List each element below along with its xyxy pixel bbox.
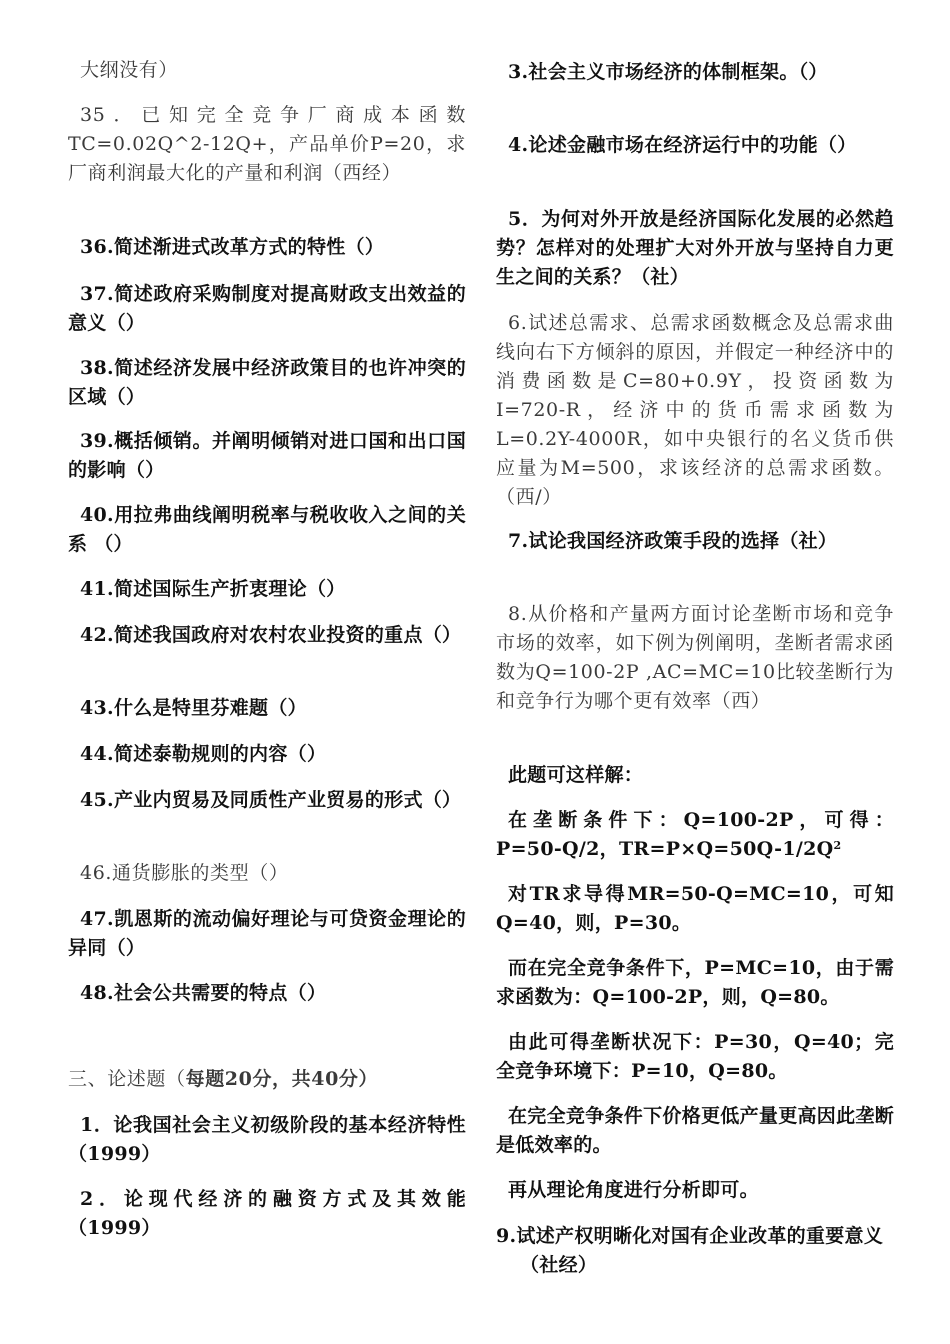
solution-step-3: 而在完全竞争条件下，P=MC=10，由于需求函数为：Q=100-2P，则，Q=80。 bbox=[496, 957, 894, 1008]
essay-question-7: 7.试论我国经济政策手段的选择（社） bbox=[508, 530, 838, 552]
question-41: 41.简述国际生产折衷理论（） bbox=[80, 578, 346, 600]
question-37: 37.简述政府采购制度对提高财政支出效益的意义（） bbox=[68, 283, 466, 334]
solution-step-2: 对TR求导得MR=50-Q=MC=10，可知Q=40，则，P=30。 bbox=[496, 883, 894, 934]
question-44: 44.简述泰勒规则的内容（） bbox=[80, 743, 327, 765]
solution-intro: 此题可这样解： bbox=[508, 764, 644, 786]
section-heading: 三、论述题（每题20分，共40分） bbox=[68, 1068, 379, 1090]
essay-question-2: 2．论现代经济的融资方式及其效能（1999） bbox=[68, 1188, 466, 1239]
solution-step-1: 在垄断条件下：Q=100-2P，可得：P=50-Q/2，$TR=P\times Q=50Q-1/2Q^2$ bbox=[496, 809, 894, 860]
question-45: 45.产业内贸易及同质性产业贸易的形式（） bbox=[80, 789, 462, 811]
question-43: 43.什么是特里芬难题（） bbox=[80, 697, 307, 719]
essay-question-3: 3.社会主义市场经济的体制框架。（） bbox=[508, 61, 828, 83]
solution-conclusion: 在完全竞争条件下价格更低产量更高因此垄断是低效率的。 bbox=[496, 1105, 895, 1156]
paragraph-continued: 大纲没有） bbox=[80, 59, 179, 81]
question-48: 48.社会公共需要的特点（） bbox=[80, 982, 327, 1004]
question-42: 42.简述我国政府对农村农业投资的重点（） bbox=[80, 624, 462, 646]
essay-question-1: 1．论我国社会主义初级阶段的基本经济特性（1999） bbox=[68, 1114, 466, 1165]
essay-question-5: 5．为何对外开放是经济国际化发展的必然趋势？怎样对的处理扩大对外开放与坚持自力更生之间的关系？（社） bbox=[496, 208, 894, 288]
solution-step-4: 由此可得垄断状况下：P=30，Q=40；完全竞争环境下：P=10，Q=80。 bbox=[496, 1031, 894, 1082]
question-39: 39.概括倾销。并阐明倾销对进口国和出口国的影响（） bbox=[68, 430, 466, 481]
solution-note: 再从理论角度进行分析即可。 bbox=[508, 1179, 759, 1201]
essay-question-4: 4.论述金融市场在经济运行中的功能（） bbox=[508, 134, 857, 156]
question-35: 35．已知完全竞争厂商成本函数TC=0.02Q^2-12Q+，产品单价P=20，求厂商利润最大化的产量和利润（西经） bbox=[68, 104, 466, 184]
question-36: 36.简述渐进式改革方式的特性（） bbox=[80, 236, 385, 258]
question-47: 47.凯恩斯的流动偏好理论与可贷资金理论的异同（） bbox=[68, 908, 466, 959]
essay-question-6: 6.试述总需求、总需求函数概念及总需求曲线向右下方倾斜的原因，并假定一种经济中的消费函数是C=80+0.9Y，投资函数为I=720-R，经济中的货币需求函数为L=0.2Y-4000R，如中央银行的名义货币供应量为M=500，求该经济的总需求函数。（西/） bbox=[496, 312, 894, 508]
question-46: 46.通货膨胀的类型（） bbox=[80, 862, 289, 884]
question-40: 40.用拉弗曲线阐明税率与税收收入之间的关系 （） bbox=[68, 504, 466, 555]
essay-question-8: 8.从价格和产量两方面讨论垄断市场和竞争市场的效率，如下例为例阐明，垄断者需求函数为Q=100-2P ,AC=MC=10比较垄断行为和竞争行为哪个更有效率（西） bbox=[496, 603, 894, 712]
question-38: 38.简述经济发展中经济政策目的也许冲突的区域（） bbox=[68, 357, 466, 408]
essay-question-9: 9.试述产权明晰化对国有企业改革的重要意义（社经） bbox=[496, 1225, 884, 1276]
